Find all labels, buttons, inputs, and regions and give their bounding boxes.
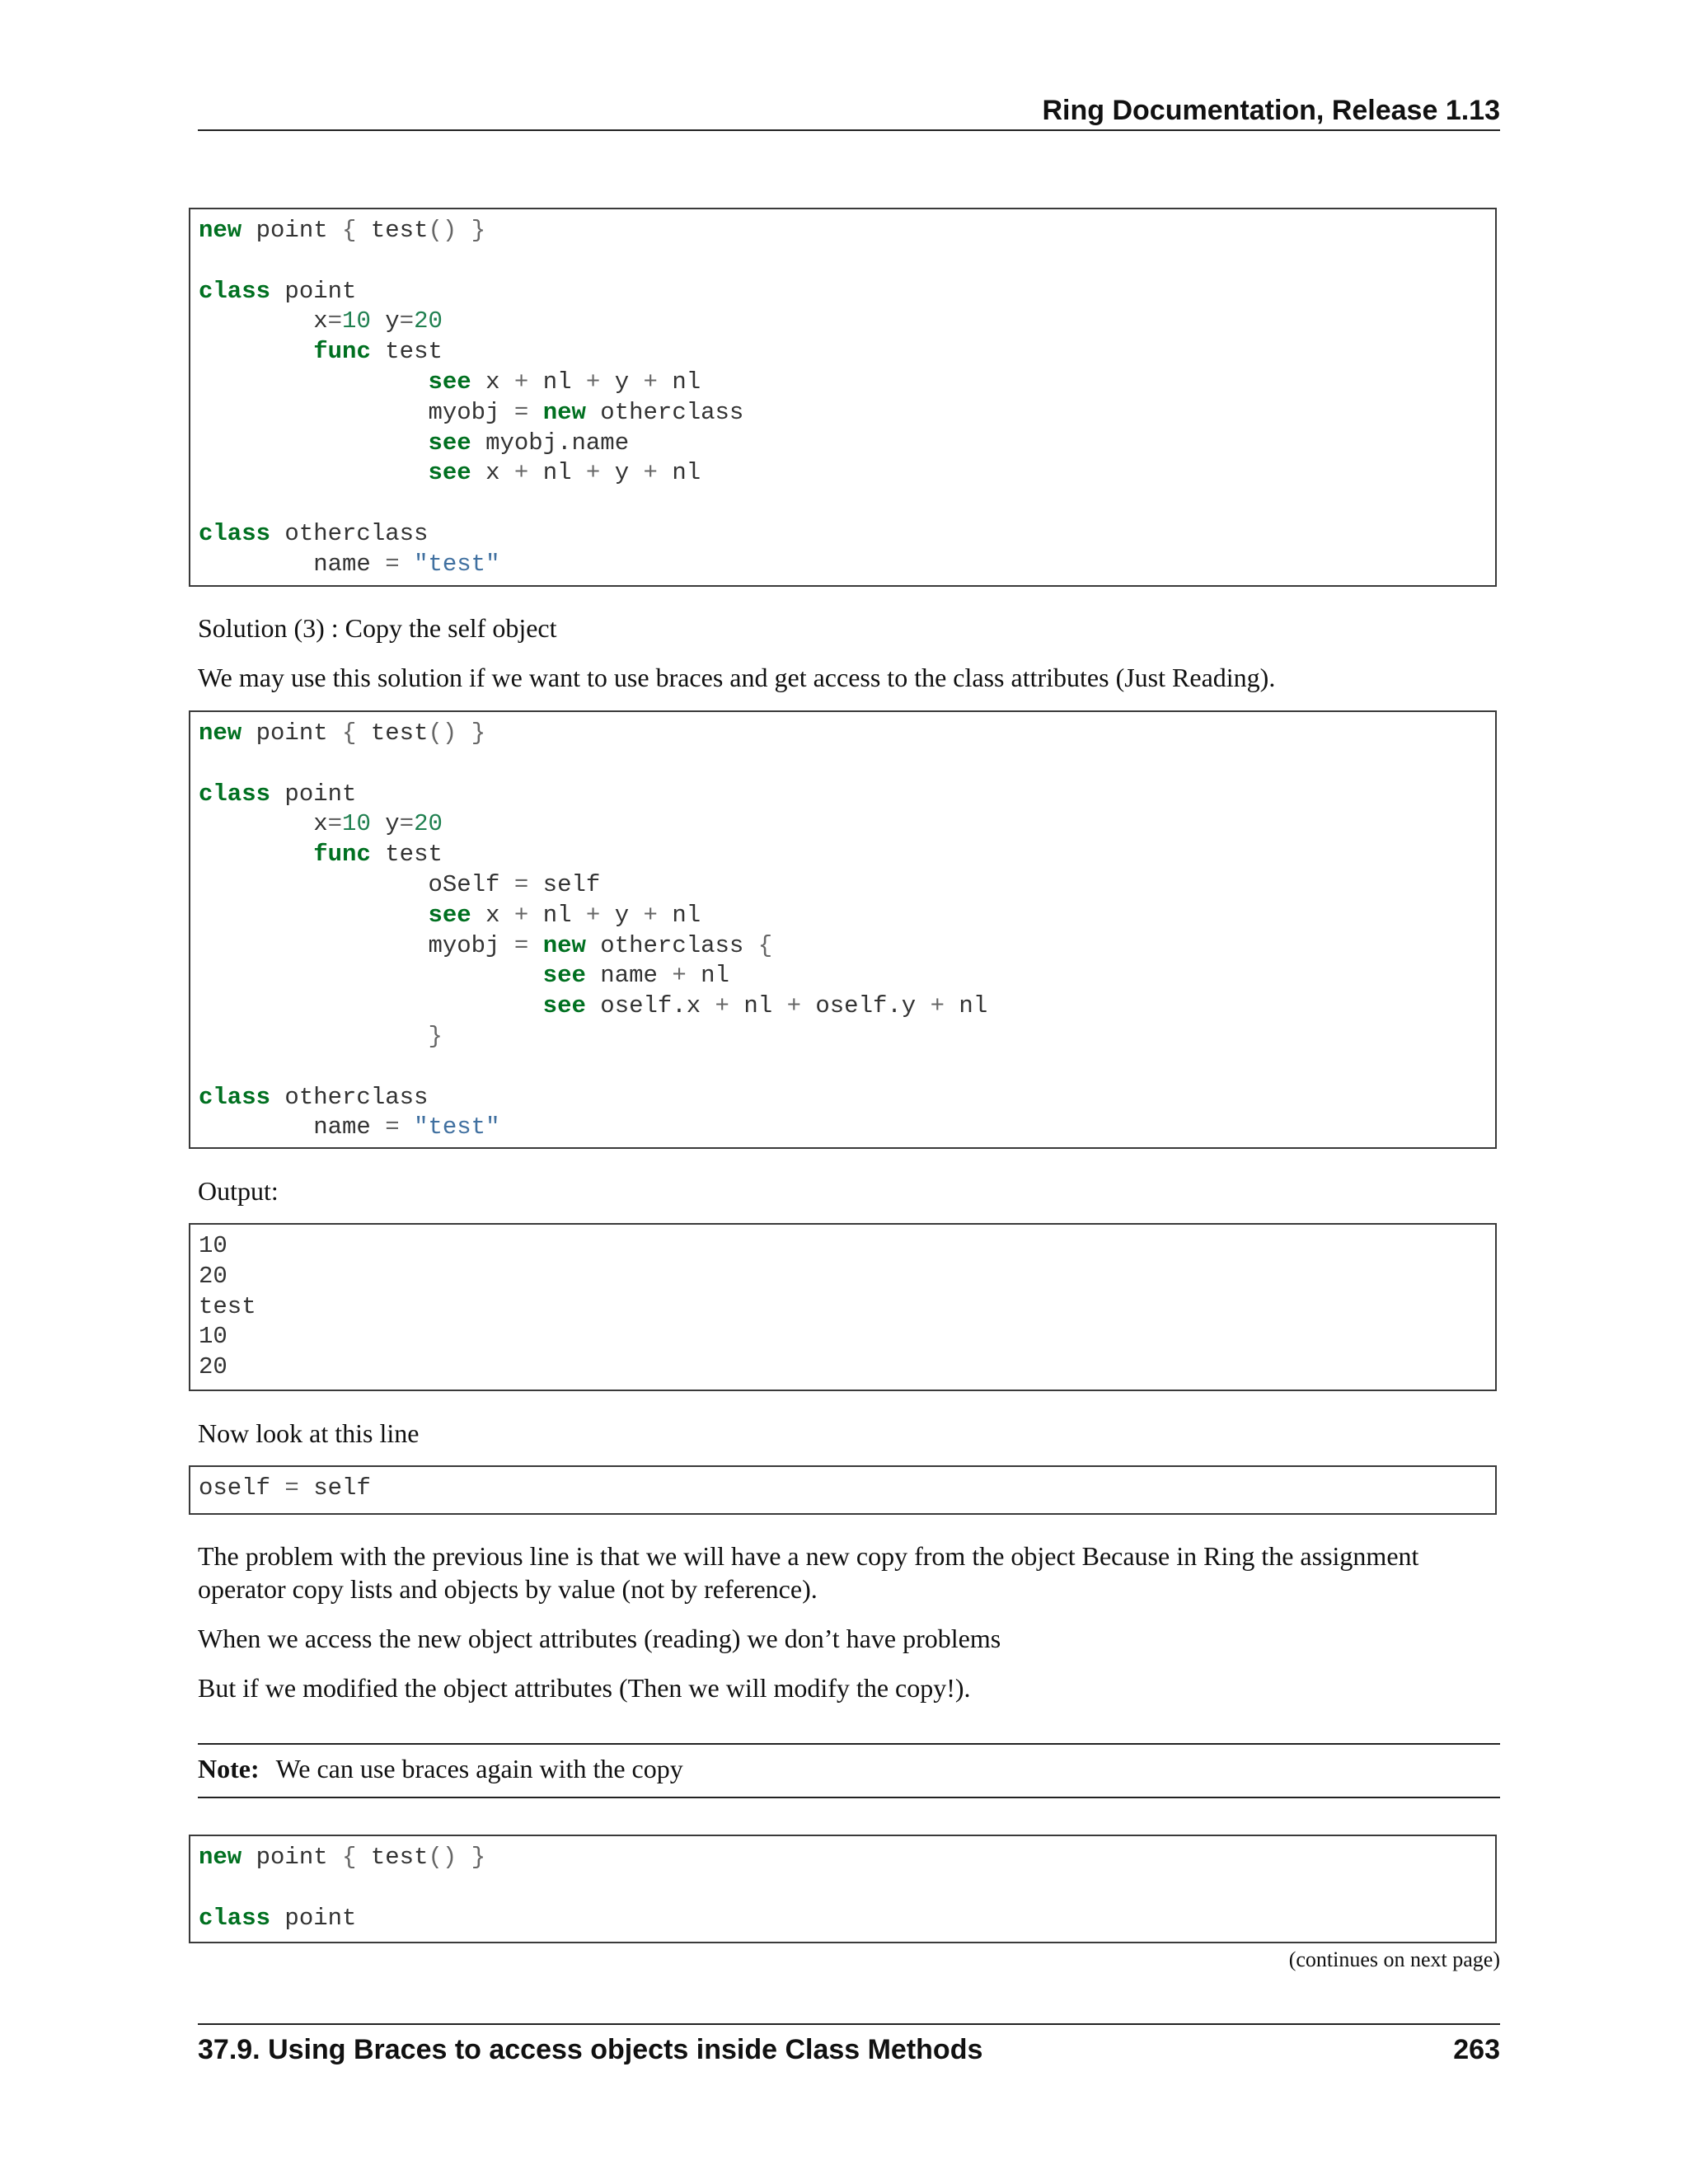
footer-rule (198, 2023, 1500, 2025)
code-token: point (241, 1844, 343, 1871)
code-line (199, 458, 1487, 489)
code-token: x (199, 307, 328, 335)
code-line (199, 1292, 1487, 1323)
header-rule (198, 129, 1500, 131)
code-token (199, 962, 543, 989)
code-token (400, 551, 414, 578)
code-token: test (356, 719, 429, 747)
code-line (199, 1322, 1487, 1352)
code-token: new (199, 719, 242, 747)
code-token: point (270, 277, 357, 305)
code-token: otherclass (270, 519, 429, 547)
code-token: } (471, 217, 486, 244)
code-token: test (370, 338, 443, 366)
code-line (199, 398, 1487, 429)
code-token: point (270, 1904, 357, 1932)
code-line (199, 277, 1487, 307)
code-token: oself.x (585, 992, 715, 1020)
code-token: = (513, 931, 529, 959)
code-token: nl (657, 368, 701, 396)
code-token: = (399, 810, 415, 838)
note (198, 1752, 1500, 1785)
code-block (189, 1835, 1497, 1943)
code-token: = (399, 307, 415, 335)
code-token: oSelf (199, 870, 514, 898)
code-token: name (585, 962, 673, 990)
code-token: self (528, 870, 601, 898)
footer-section-title: 37.9. Using Braces to access objects inside Class Methods (198, 2034, 983, 2065)
code-token: otherclass (585, 931, 758, 959)
code-token (199, 1023, 428, 1050)
code-token: point (270, 780, 357, 808)
code-token: y (600, 901, 644, 929)
code-token: see (428, 901, 471, 929)
code-line (199, 931, 1487, 962)
code-token: x (471, 368, 514, 396)
solution-heading: Solution (3) : Copy the self object (198, 613, 557, 643)
code-token: class (199, 1083, 271, 1111)
code-token: 10 (342, 810, 371, 838)
code-token: + (715, 992, 729, 1020)
code-token: () (428, 1844, 457, 1871)
code-token: new (199, 217, 242, 244)
code-token: "test" (414, 1113, 500, 1141)
code-token: y (600, 459, 644, 487)
code-line (199, 1352, 1487, 1383)
code-line (199, 1474, 1487, 1504)
code-token: otherclass (270, 1083, 429, 1111)
code-token: see (428, 459, 471, 487)
code-token: see (428, 368, 471, 396)
code-block (189, 1465, 1497, 1515)
note-label: Note: (198, 1754, 260, 1783)
code-token: + (513, 901, 529, 929)
code-token (199, 368, 428, 396)
code-token: 20 (414, 307, 443, 335)
code-line (199, 246, 1487, 277)
paragraph-look: Now look at this line (198, 1418, 420, 1448)
code-token: + (786, 992, 801, 1020)
code-token: point (241, 719, 343, 747)
code-token (199, 338, 313, 365)
code-token (457, 719, 471, 747)
code-token: self (298, 1474, 371, 1502)
code-token: = (327, 307, 343, 335)
code-line (199, 809, 1487, 840)
code-token: name (199, 550, 386, 578)
code-token: nl (528, 459, 586, 487)
code-token: { (342, 1844, 357, 1871)
code-line (199, 780, 1487, 810)
code-token: y (370, 810, 400, 838)
code-token (199, 429, 428, 457)
code-token: } (428, 1022, 443, 1050)
code-token: { (757, 931, 773, 959)
code-token: 20 (414, 810, 443, 838)
code-block (189, 710, 1497, 1149)
note-text: We can use braces again with the copy (275, 1754, 683, 1783)
code-token: test (199, 1292, 256, 1320)
code-line (199, 519, 1487, 550)
code-line (199, 489, 1487, 519)
code-token: = (385, 1113, 400, 1141)
code-token: point (241, 217, 343, 244)
code-token: 10 (199, 1232, 227, 1259)
code-token: 10 (342, 307, 371, 335)
code-token: "test" (414, 550, 500, 578)
code-line (199, 1113, 1487, 1143)
continues-note: (continues on next page) (1288, 1947, 1500, 1971)
paragraph-access: When we access the new object attributes (reading) we don’t have problems (198, 1624, 1001, 1653)
code-token: myobj (199, 931, 514, 959)
code-token (199, 459, 428, 486)
code-line (199, 1873, 1487, 1904)
code-token: = (513, 870, 529, 898)
code-line (199, 216, 1487, 246)
code-token: myobj (199, 398, 514, 426)
code-token (457, 217, 471, 244)
code-token: nl (657, 459, 701, 487)
code-line (199, 307, 1487, 337)
code-token: + (513, 368, 529, 396)
code-token: new (199, 1844, 242, 1871)
note-top-rule (198, 1743, 1500, 1745)
code-token: + (585, 901, 601, 929)
solution-description: We may use this solution if we want to use braces and get access to the class attributes (Just Reading). (198, 663, 1276, 692)
code-token: + (585, 459, 601, 487)
code-token: 20 (199, 1262, 227, 1290)
code-token: see (542, 962, 586, 990)
code-line (199, 840, 1487, 870)
code-token: { (342, 217, 357, 244)
code-token (199, 992, 543, 1019)
output-label: Output: (198, 1176, 279, 1206)
code-token: 10 (199, 1323, 227, 1351)
code-token: + (643, 459, 658, 487)
code-token: class (199, 1904, 271, 1932)
code-token (457, 1844, 471, 1871)
code-token: x (199, 810, 328, 838)
code-token: func (313, 338, 371, 366)
code-token: oself.y (800, 992, 931, 1020)
code-token: + (513, 459, 529, 487)
code-token: + (672, 962, 687, 990)
code-token (528, 932, 542, 959)
code-token: myobj.name (471, 429, 630, 457)
code-line (199, 719, 1487, 749)
paragraph-problem: The problem with the previous line is that we will have a new copy from the object Because in Ring the assignment operator copy lists and objects by value (not by reference). (198, 1541, 1419, 1604)
code-token: + (643, 901, 658, 929)
code-line (199, 368, 1487, 398)
code-line (199, 961, 1487, 991)
code-token: 20 (199, 1353, 227, 1381)
page-header: Ring Documentation, Release 1.13 (1042, 95, 1500, 126)
code-line (199, 337, 1487, 368)
code-token: = (284, 1474, 299, 1502)
code-token: nl (528, 368, 586, 396)
code-token: { (342, 719, 357, 747)
code-token: oself (199, 1474, 285, 1502)
code-line (199, 1052, 1487, 1083)
code-token: test (370, 841, 443, 869)
code-token: } (471, 719, 486, 747)
code-token (199, 841, 313, 868)
output-block (189, 1223, 1497, 1391)
page-footer (198, 2032, 1500, 2068)
code-token: y (600, 368, 644, 396)
code-token: nl (657, 901, 701, 929)
code-line (199, 870, 1487, 901)
code-token: see (428, 429, 471, 457)
code-line (199, 991, 1487, 1022)
code-line (199, 1231, 1487, 1262)
code-token (199, 902, 428, 929)
code-token: = (513, 398, 529, 426)
code-token: = (327, 810, 343, 838)
code-token: + (585, 368, 601, 396)
code-line (199, 1843, 1487, 1873)
code-token: class (199, 277, 271, 305)
code-token: new (542, 398, 586, 426)
code-token: otherclass (585, 398, 744, 426)
code-token: () (428, 217, 457, 244)
code-line (199, 550, 1487, 580)
note-bottom-rule (198, 1797, 1500, 1798)
code-token: y (370, 307, 400, 335)
code-token: () (428, 719, 457, 747)
code-token: test (356, 217, 429, 244)
code-token: class (199, 780, 271, 808)
code-token: see (542, 992, 586, 1020)
code-block (189, 208, 1497, 587)
code-token: func (313, 841, 371, 869)
code-line (199, 1904, 1487, 1934)
code-token: + (643, 368, 658, 396)
code-token: x (471, 901, 514, 929)
code-token (400, 1113, 414, 1141)
paragraph-modified: But if we modified the object attributes (Then we will modify the copy!). (198, 1673, 971, 1703)
code-token: test (356, 1844, 429, 1871)
code-token: nl (528, 901, 586, 929)
code-line (199, 901, 1487, 931)
code-token: nl (729, 992, 787, 1020)
code-token (528, 399, 542, 426)
code-token: name (199, 1113, 386, 1141)
code-line (199, 749, 1487, 780)
code-line (199, 429, 1487, 459)
code-token: class (199, 519, 271, 547)
code-token: } (471, 1844, 486, 1871)
code-token: + (930, 992, 945, 1020)
code-token: nl (945, 992, 988, 1020)
code-line (199, 1022, 1487, 1052)
code-token: new (542, 931, 586, 959)
code-token: nl (686, 962, 729, 990)
code-line (199, 1262, 1487, 1292)
code-line (199, 1083, 1487, 1113)
code-token: x (471, 459, 514, 487)
code-token: = (385, 550, 400, 578)
page-number: 263 (1453, 2034, 1500, 2065)
